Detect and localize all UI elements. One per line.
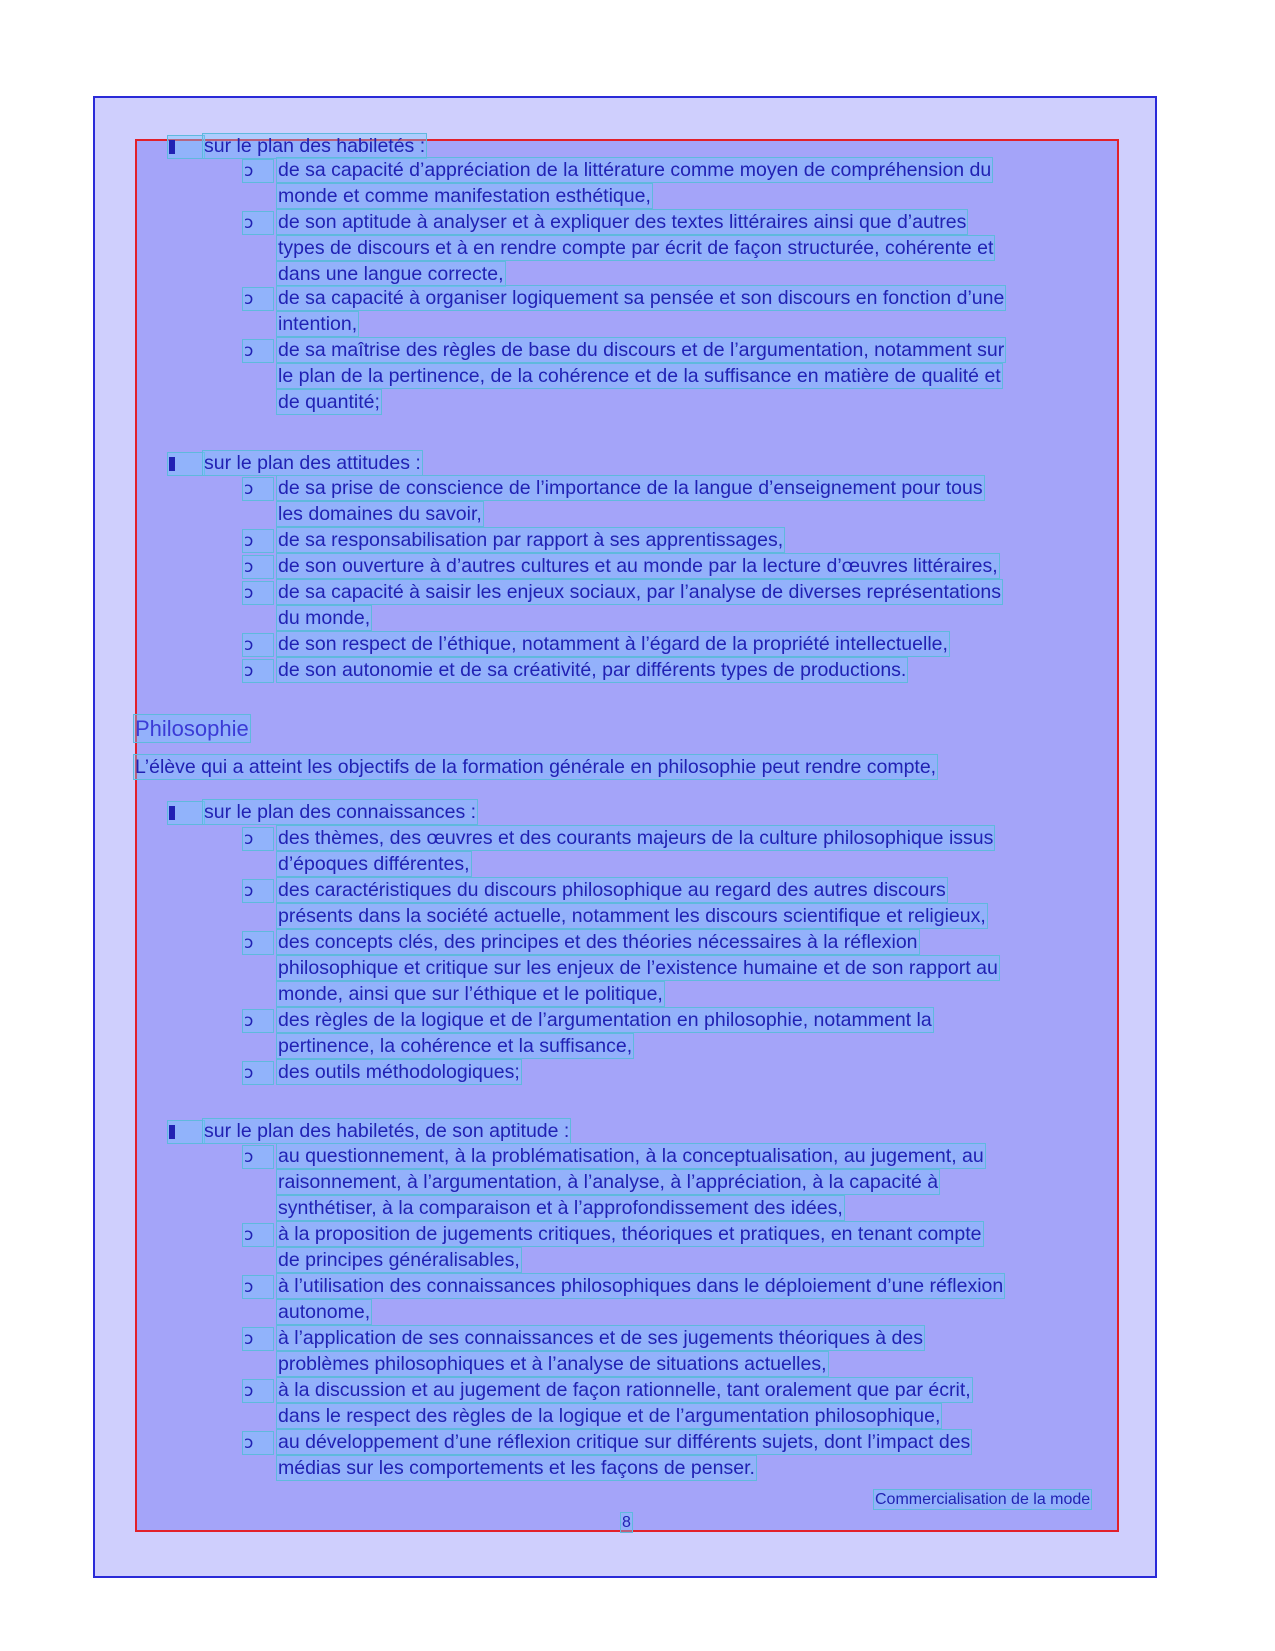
sub-bullet-marker: ɔ — [243, 1328, 273, 1350]
list-item-line: de sa capacité d’appréciation de la littérature comme moyen de compréhension du — [278, 159, 992, 181]
sub-bullet-marker: ɔ — [243, 932, 273, 954]
bullet-marker — [168, 136, 204, 158]
list-item-line: de sa prise de conscience de l’importance de la langue d’enseignement pour tous — [278, 477, 983, 499]
sub-bullet-marker: ɔ — [243, 1146, 273, 1168]
list-item-line: dans une langue correcte, — [278, 263, 504, 285]
list-item-line: raisonnement, à l’argumentation, à l’analyse, à l’appréciation, à la capacité à — [278, 1171, 939, 1193]
list-item-line: à la discussion et au jugement de façon rationnelle, tant oralement que par écrit, — [278, 1379, 971, 1401]
list-item-label: sur le plan des connaissances : — [204, 801, 477, 823]
list-item-line: des concepts clés, des principes et des théories nécessaires à la réflexion — [278, 931, 918, 953]
sub-bullet-marker: ɔ — [243, 828, 273, 850]
sub-bullet-marker: ɔ — [243, 1062, 273, 1084]
sub-bullet-marker: ɔ — [243, 634, 273, 656]
list-item-line: problèmes philosophiques et à l’analyse de situations actuelles, — [278, 1353, 827, 1375]
list-item-line: à la proposition de jugements critiques, théoriques et pratiques, en tenant compte — [278, 1223, 982, 1245]
sub-bullet-marker: ɔ — [243, 212, 273, 234]
sub-bullet-marker: ɔ — [243, 880, 273, 902]
sub-bullet-marker: ɔ — [243, 1276, 273, 1298]
section-intro: L’élève qui a atteint les objectifs de la formation générale en philosophie peut rendre compte, — [135, 756, 937, 778]
list-item-line: à l’application de ses connaissances et de ses jugements théoriques à des — [278, 1327, 923, 1349]
list-item-line: du monde, — [278, 607, 371, 629]
list-item-label: sur le plan des attitudes : — [204, 452, 421, 474]
list-item-line: des caractéristiques du discours philosophique au regard des autres discours — [278, 879, 946, 901]
sub-bullet-marker: ɔ — [243, 288, 273, 310]
list-item-line: le plan de la pertinence, de la cohérence et de la suffisance en matière de qualité et — [278, 365, 1001, 387]
list-item-line: de son ouverture à d’autres cultures et au monde par la lecture d’œuvres littéraires, — [278, 555, 998, 577]
sub-bullet-marker: ɔ — [243, 340, 273, 362]
list-item-line: types de discours et à en rendre compte par écrit de façon structurée, cohérente et — [278, 237, 994, 259]
list-item-line: autonome, — [278, 1301, 371, 1323]
list-item-line: de son respect de l’éthique, notamment à l’égard de la propriété intellectuelle, — [278, 633, 948, 655]
list-item-line: au questionnement, à la problématisation, à la conceptualisation, au jugement, au — [278, 1145, 984, 1167]
sub-bullet-marker: ɔ — [243, 1432, 273, 1454]
list-item-label: sur le plan des habiletés, de son aptitude : — [204, 1120, 570, 1142]
list-item-line: de sa capacité à organiser logiquement sa pensée et son discours en fonction d’une — [278, 287, 1005, 309]
sub-bullet-marker: ɔ — [243, 530, 273, 552]
list-item-line: de quantité; — [278, 391, 380, 413]
list-item-line: présents dans la société actuelle, notamment les discours scientifique et religieux, — [278, 905, 986, 927]
sub-bullet-marker: ɔ — [243, 556, 273, 578]
sub-bullet-marker: ɔ — [243, 1010, 273, 1032]
list-item-line: à l’utilisation des connaissances philosophiques dans le déploiement d’une réflexion — [278, 1275, 1004, 1297]
list-item-line: philosophique et critique sur les enjeux de l’existence humaine et de son rapport au — [278, 957, 998, 979]
list-item-line: de son autonomie et de sa créativité, par différents types de productions. — [278, 659, 907, 681]
list-item-line: dans le respect des règles de la logique et de l’argumentation philosophique, — [278, 1405, 941, 1427]
list-item-line: de sa maîtrise des règles de base du discours et de l’argumentation, notamment sur — [278, 339, 1005, 361]
list-item-line: de sa capacité à saisir les enjeux sociaux, par l’analyse de diverses représentations — [278, 581, 1001, 603]
list-item-line: intention, — [278, 313, 358, 335]
bullet-marker — [168, 453, 204, 475]
list-item-line: les domaines du savoir, — [278, 503, 482, 525]
list-item-line: d’époques différentes, — [278, 853, 470, 875]
section-heading: Philosophie — [135, 716, 249, 741]
list-item-line: des thèmes, des œuvres et des courants majeurs de la culture philosophique issus — [278, 827, 994, 849]
list-item-line: des règles de la logique et de l’argumentation en philosophie, notamment la — [278, 1009, 932, 1031]
list-item-line: des outils méthodologiques; — [278, 1061, 520, 1083]
list-item-line: monde, ainsi que sur l’éthique et le politique, — [278, 983, 663, 1005]
bullet-marker — [168, 802, 204, 824]
bullet-marker — [168, 1121, 204, 1143]
list-item-line: synthétiser, à la comparaison et à l’approfondissement des idées, — [278, 1197, 843, 1219]
sub-bullet-marker: ɔ — [243, 660, 273, 682]
list-item-line: de sa responsabilisation par rapport à ses apprentissages, — [278, 529, 784, 551]
list-item-line: au développement d’une réflexion critique sur différents sujets, dont l’impact des — [278, 1431, 971, 1453]
list-item-label: sur le plan des habiletés : — [204, 135, 426, 157]
page-number: 8 — [622, 1514, 631, 1531]
footer-title: Commercialisation de la mode — [875, 1491, 1091, 1508]
list-item-line: de principes généralisables, — [278, 1249, 520, 1271]
list-item-line: médias sur les comportements et les façons de penser. — [278, 1457, 755, 1479]
list-item-line: monde et comme manifestation esthétique, — [278, 185, 651, 207]
sub-bullet-marker: ɔ — [243, 478, 273, 500]
sub-bullet-marker: ɔ — [243, 1380, 273, 1402]
sub-bullet-marker: ɔ — [243, 1224, 273, 1246]
sub-bullet-marker: ɔ — [243, 160, 273, 182]
list-item-line: de son aptitude à analyser et à expliquer des textes littéraires ainsi que d’autres — [278, 211, 967, 233]
sub-bullet-marker: ɔ — [243, 582, 273, 604]
list-item-line: pertinence, la cohérence et la suffisance, — [278, 1035, 633, 1057]
